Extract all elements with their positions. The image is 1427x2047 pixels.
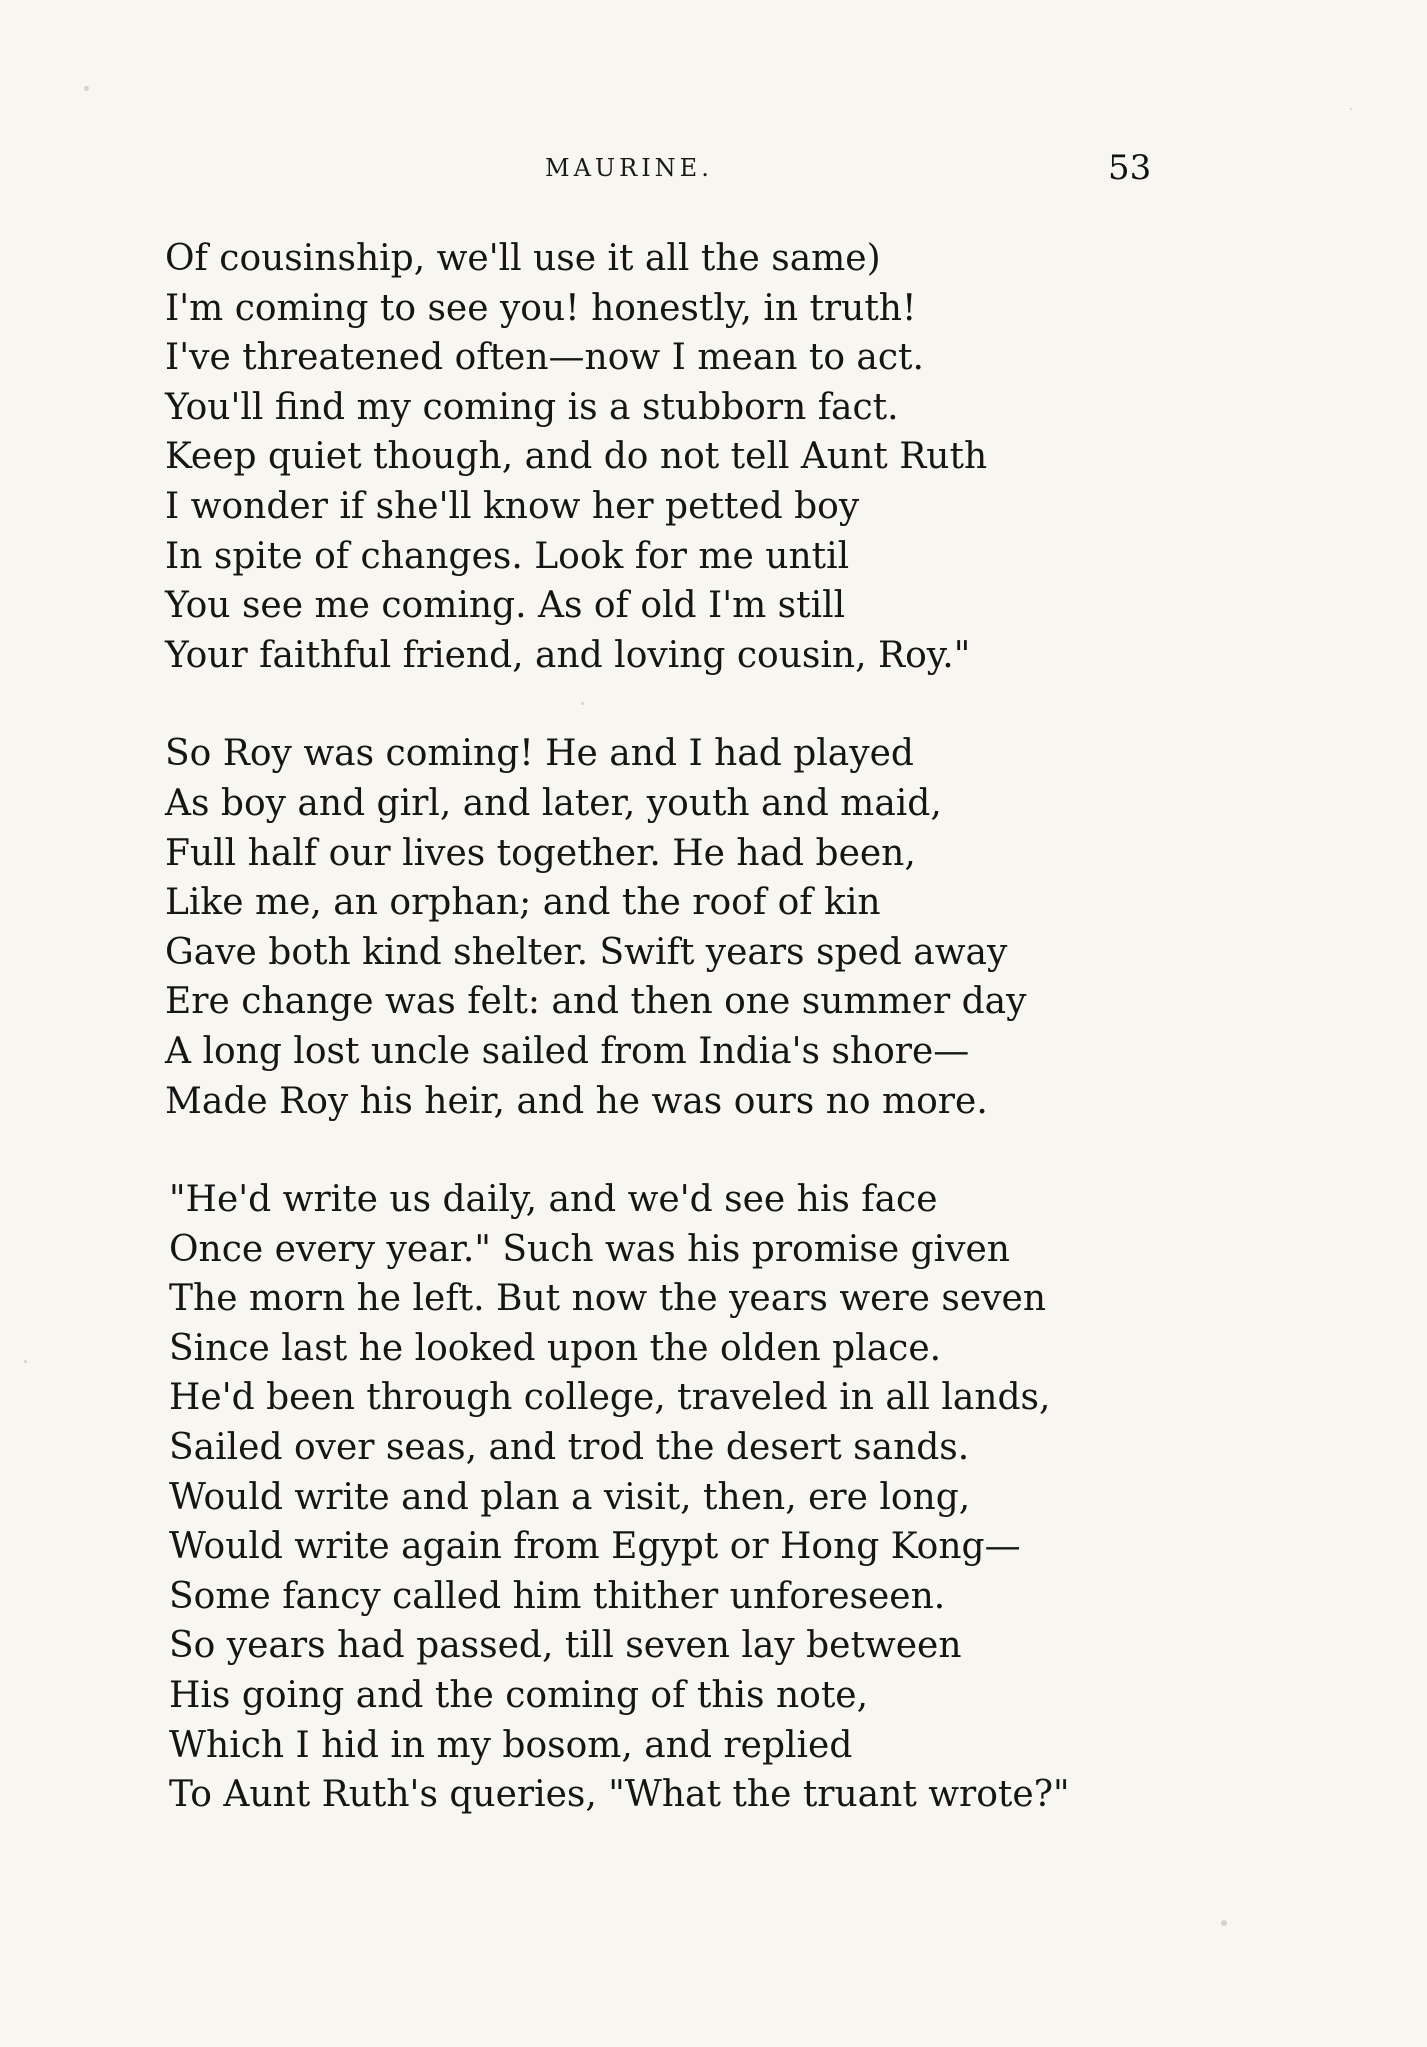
paper-speck <box>1350 108 1352 110</box>
poem-line: Keep quiet though, and do not tell Aunt Ruth <box>165 436 988 478</box>
stanza-2 <box>165 729 1295 1126</box>
poem-line: To Aunt Ruth's queries, "What the truant wrote?" <box>169 1774 1070 1816</box>
paper-speck <box>24 1360 27 1363</box>
poem-line: A long lost uncle sailed from India's shore— <box>165 1030 970 1072</box>
poem-line: Would write again from Egypt or Hong Kong— <box>169 1526 1021 1568</box>
running-head <box>0 148 1427 198</box>
poem-line: As boy and girl, and later, youth and maid, <box>165 782 942 824</box>
poem-line: Full half our lives together. He had been, <box>165 832 916 874</box>
stanza-1 <box>165 234 1295 680</box>
poem-line: You'll find my coming is a stubborn fact. <box>165 386 899 428</box>
poem-line: The morn he left. But now the years were seven <box>169 1278 1047 1320</box>
paper-speck <box>1221 1920 1227 1926</box>
poem-line: Ere change was felt: and then one summer day <box>165 981 1027 1023</box>
poem-line: Some fancy called him thither unforeseen. <box>169 1575 946 1617</box>
poem-line: Like me, an orphan; and the roof of kin <box>165 882 881 924</box>
poem-line: You see me coming. As of old I'm still <box>165 585 846 627</box>
poem-line: So Roy was coming! He and I had played <box>165 733 914 775</box>
poem-line: Since last he looked upon the olden place. <box>169 1327 942 1369</box>
poem-line: Once every year." Such was his promise given <box>169 1228 1010 1270</box>
poem-line: Sailed over seas, and trod the desert sands. <box>169 1427 970 1469</box>
running-title: MAURINE. <box>545 154 713 182</box>
paper-speck <box>581 702 584 705</box>
poem-line: His going and the coming of this note, <box>169 1675 869 1717</box>
poem-line: He'd been through college, traveled in all lands, <box>169 1377 1051 1419</box>
poem-line: I wonder if she'll know her petted boy <box>165 485 860 527</box>
poem-line: Gave both kind shelter. Swift years sped away <box>165 931 1008 973</box>
poem-line: So years had passed, till seven lay between <box>169 1625 962 1667</box>
poem-line: Of cousinship, we'll use it all the same) <box>165 238 881 279</box>
paper-speck <box>84 86 89 91</box>
poem-line: Your faithful friend, and loving cousin, Roy." <box>165 634 971 676</box>
poem-line: I've threatened often—now I mean to act. <box>165 337 924 379</box>
poem-line: Which I hid in my bosom, and replied <box>169 1724 853 1766</box>
poem-line: Would write and plan a visit, then, ere long, <box>169 1476 971 1518</box>
stanza-3 <box>165 1175 1295 1820</box>
poem-line: "He'd write us daily, and we'd see his face <box>169 1179 938 1221</box>
poem-line: I'm coming to see you! honestly, in truth! <box>165 287 917 329</box>
page-number: 53 <box>1108 148 1152 188</box>
poem-text <box>165 234 1295 1820</box>
poem-line: In spite of changes. Look for me until <box>165 535 850 577</box>
poem-line: Made Roy his heir, and he was ours no more. <box>165 1080 988 1122</box>
